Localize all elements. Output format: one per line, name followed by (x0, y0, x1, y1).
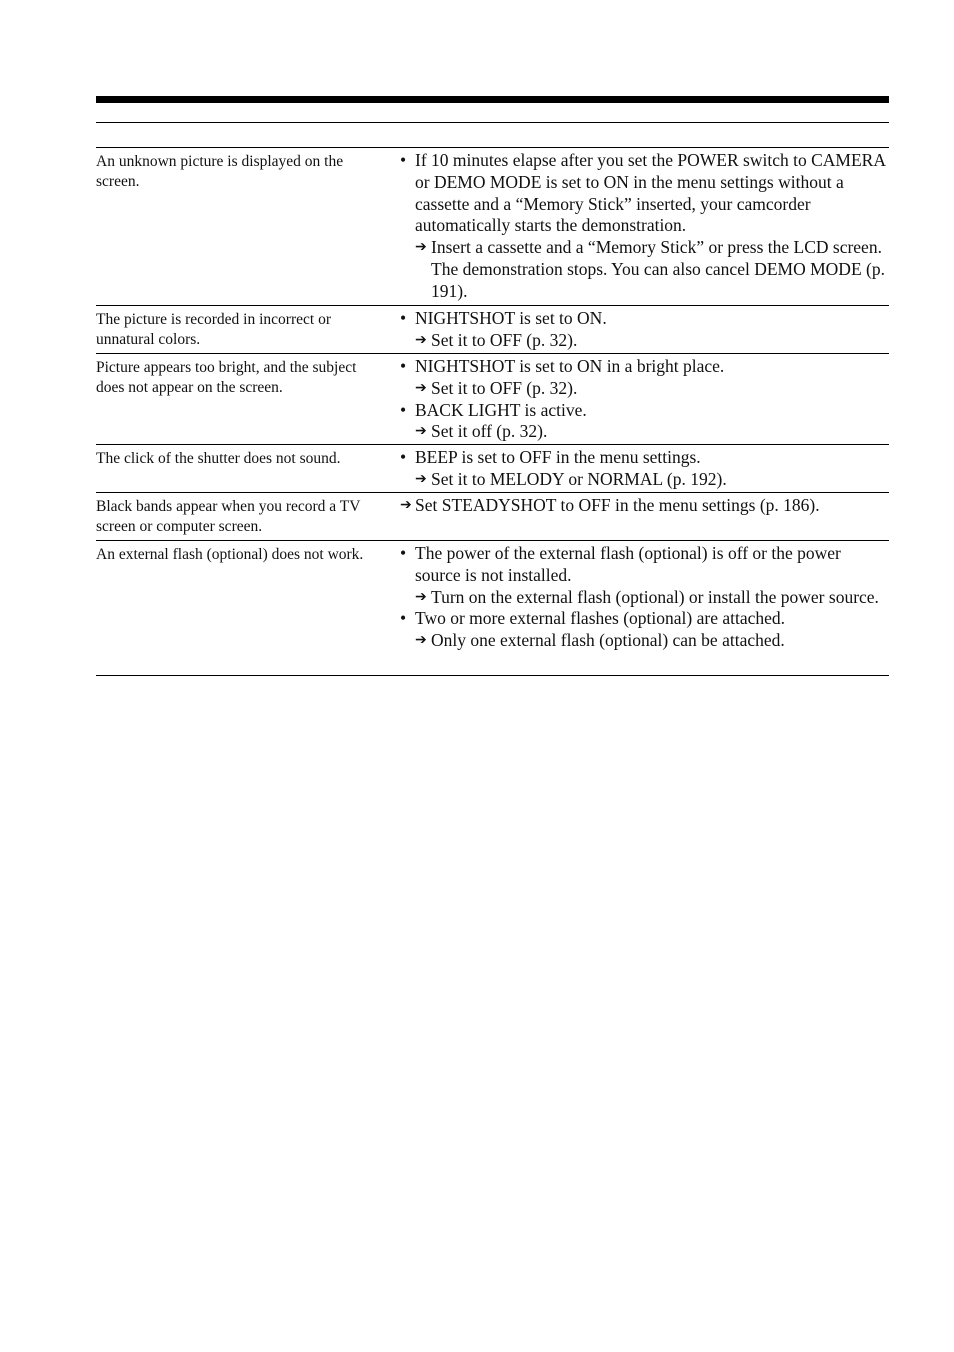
table-row (96, 493, 889, 541)
remedy-item: ➔ Set it to OFF (p. 32). (415, 377, 578, 398)
remedy-item: ➔ Only one external flash (optional) can be attached. (415, 630, 785, 651)
symptom-text: Black bands appear when you record a TV screen or computer screen. (96, 498, 361, 535)
cause-item: • The power of the external flash (optional) is off or the power source is not installed. (400, 543, 841, 585)
bullet-icon: • (400, 150, 407, 170)
cause-item: • NIGHTSHOT is set to ON. (400, 308, 607, 328)
table-row (96, 306, 889, 354)
arrow-right-icon: ➔ (415, 424, 427, 440)
symptom-text: The picture is recorded in incorrect or unnatural colors. (96, 311, 331, 348)
bullet-icon: • (400, 399, 407, 420)
bullet-icon: • (400, 356, 407, 376)
table-row (96, 354, 889, 445)
table-row (96, 541, 889, 676)
bullet-icon: • (400, 608, 407, 629)
arrow-right-icon: ➔ (415, 332, 427, 348)
remedy-item: ➔ Insert a cassette and a “Memory Stick” or press the LCD screen. The demonstration stops. You can also cancel DEMO MODE (p. 191). (415, 237, 885, 301)
arrow-right-icon: ➔ (415, 471, 427, 487)
arrow-right-icon: ➔ (400, 498, 412, 513)
symptom-text: Picture appears too bright, and the subject does not appear on the screen. (96, 359, 357, 396)
cause-item: • BEEP is set to OFF in the menu settings. (400, 447, 701, 467)
solution-cell (400, 148, 889, 306)
arrow-right-icon: ➔ (415, 589, 427, 605)
cause-item: • Two or more external flashes (optional) are attached. (400, 608, 786, 629)
cause-item: • BACK LIGHT is active. (400, 399, 587, 420)
header-rule-thick (96, 96, 889, 103)
solution-cell (400, 445, 889, 494)
remedy-item: ➔ Turn on the external flash (optional) or install the power source. (415, 586, 879, 607)
solution-cell (400, 306, 889, 355)
arrow-right-icon: ➔ (415, 633, 427, 649)
table-row (96, 148, 889, 306)
bullet-icon: • (400, 447, 407, 467)
remedy-item: ➔ Set STEADYSHOT to OFF in the menu settings (p. 186). (400, 495, 820, 515)
solution-cell (400, 493, 889, 520)
table-row (96, 445, 889, 493)
header-rule-thin (96, 122, 889, 123)
remedy-item: ➔ Set it to MELODY or NORMAL (p. 192). (415, 468, 727, 489)
bullet-icon: • (400, 543, 407, 563)
bullet-icon: • (400, 308, 407, 328)
troubleshooting-table (96, 147, 889, 676)
symptom-text: An external flash (optional) does not work. (96, 546, 364, 563)
remedy-item: ➔ Set it to OFF (p. 32). (415, 329, 578, 350)
arrow-right-icon: ➔ (415, 240, 427, 256)
symptom-text: The click of the shutter does not sound. (96, 450, 341, 467)
solution-cell (400, 354, 889, 446)
solution-cell (400, 541, 889, 655)
remedy-item: ➔ Set it off (p. 32). (415, 421, 548, 442)
cause-item: • NIGHTSHOT is set to ON in a bright place. (400, 356, 725, 376)
arrow-right-icon: ➔ (415, 380, 427, 396)
cause-item: • If 10 minutes elapse after you set the POWER switch to CAMERA or DEMO MODE is set to ON in the menu settings without a cassette and a “Memory Stick” inserted, your camcorder automatically starts the demonstration. (400, 150, 885, 236)
symptom-text: An unknown picture is displayed on the screen. (96, 153, 344, 190)
